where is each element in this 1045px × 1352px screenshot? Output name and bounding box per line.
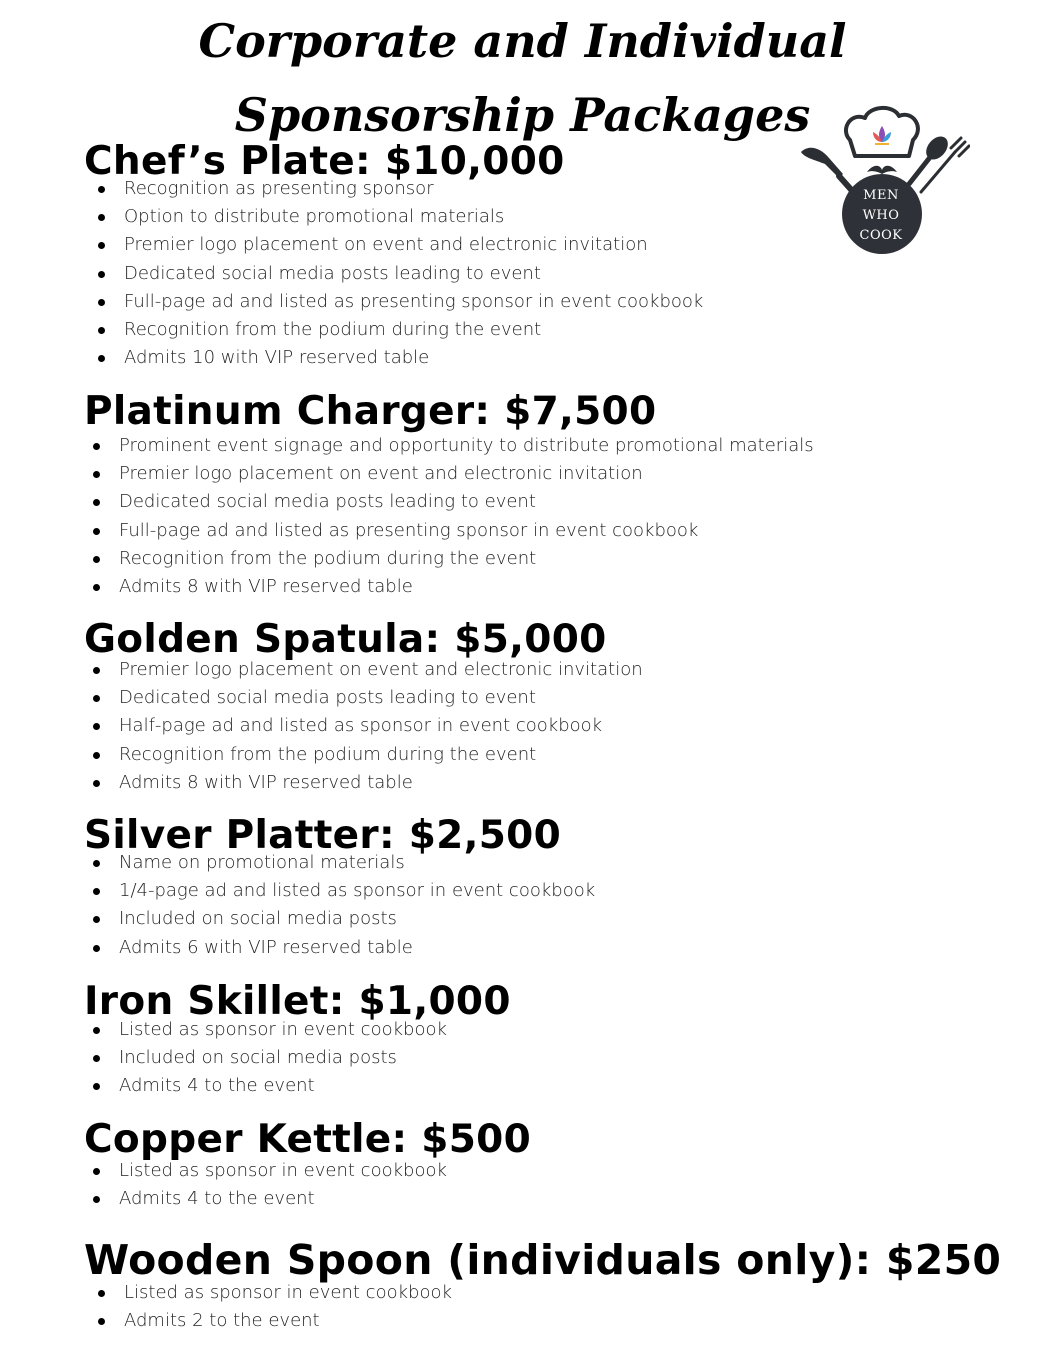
list-item: Admits 2 to the event bbox=[98, 1307, 452, 1335]
list-item: Listed as sponsor in event cookbook bbox=[93, 1016, 447, 1044]
list-item: Admits 10 with VIP reserved table bbox=[98, 344, 703, 372]
logo-text-line: COOK bbox=[859, 228, 903, 243]
list-item: Listed as sponsor in event cookbook bbox=[93, 1157, 447, 1185]
list-item: Included on social media posts bbox=[93, 1044, 447, 1072]
list-item: Premier logo placement on event and electronic invitation bbox=[93, 460, 814, 488]
list-item: Recognition from the podium during the event bbox=[98, 316, 703, 344]
list-item: Admits 8 with VIP reserved table bbox=[93, 769, 643, 797]
package-title-copper-kettle: Copper Kettle: $500 bbox=[84, 1117, 532, 1162]
list-item: Full-page ad and listed as presenting sponsor in event cookbook bbox=[93, 517, 814, 545]
package-list-wooden-spoon bbox=[98, 1279, 452, 1335]
page-title-line-1: Corporate and Individual bbox=[198, 14, 847, 68]
package-list-chefs-plate bbox=[98, 175, 703, 372]
list-item: Dedicated social media posts leading to event bbox=[93, 684, 643, 712]
logo-text bbox=[840, 186, 922, 246]
package-list-copper-kettle bbox=[93, 1157, 447, 1213]
list-item: Dedicated social media posts leading to event bbox=[93, 488, 814, 516]
logo-text-line: MEN bbox=[863, 188, 899, 203]
list-item: Included on social media posts bbox=[93, 905, 595, 933]
package-title-golden-spatula: Golden Spatula: $5,000 bbox=[84, 617, 607, 662]
package-title-wooden-spoon: Wooden Spoon (individuals only): $250 bbox=[84, 1236, 1002, 1284]
logo-text-line: WHO bbox=[862, 208, 900, 223]
list-item: Admits 4 to the event bbox=[93, 1185, 447, 1213]
mustache-icon bbox=[867, 166, 897, 174]
package-list-golden-spatula bbox=[93, 656, 643, 797]
list-item: Full-page ad and listed as presenting sponsor in event cookbook bbox=[98, 288, 703, 316]
list-item: Dedicated social media posts leading to event bbox=[98, 260, 703, 288]
list-item: Prominent event signage and opportunity to distribute promotional materials bbox=[93, 432, 814, 460]
list-item: Name on promotional materials bbox=[93, 849, 595, 877]
package-list-silver-platter bbox=[93, 849, 595, 962]
list-item: Option to distribute promotional materials bbox=[98, 203, 703, 231]
chef-hat-icon bbox=[846, 108, 918, 156]
package-title-platinum-charger: Platinum Charger: $7,500 bbox=[84, 389, 657, 434]
list-item: 1/4-page ad and listed as sponsor in event cookbook bbox=[93, 877, 595, 905]
list-item: Admits 8 with VIP reserved table bbox=[93, 573, 814, 601]
page-title-line-2: Sponsorship Packages bbox=[234, 88, 811, 142]
package-title-silver-platter: Silver Platter: $2,500 bbox=[84, 813, 562, 858]
list-item: Premier logo placement on event and electronic invitation bbox=[98, 231, 703, 259]
package-title-chefs-plate: Chef’s Plate: $10,000 bbox=[84, 139, 565, 184]
package-list-platinum-charger bbox=[93, 432, 814, 601]
list-item: Admits 4 to the event bbox=[93, 1072, 447, 1100]
list-item: Premier logo placement on event and electronic invitation bbox=[93, 656, 643, 684]
list-item: Recognition from the podium during the event bbox=[93, 545, 814, 573]
list-item: Half-page ad and listed as sponsor in event cookbook bbox=[93, 712, 643, 740]
list-item: Listed as sponsor in event cookbook bbox=[98, 1279, 452, 1307]
package-title-iron-skillet: Iron Skillet: $1,000 bbox=[84, 979, 511, 1024]
list-item: Recognition as presenting sponsor bbox=[98, 175, 703, 203]
package-list-iron-skillet bbox=[93, 1016, 447, 1101]
list-item: Recognition from the podium during the event bbox=[93, 741, 643, 769]
list-item: Admits 6 with VIP reserved table bbox=[93, 934, 595, 962]
